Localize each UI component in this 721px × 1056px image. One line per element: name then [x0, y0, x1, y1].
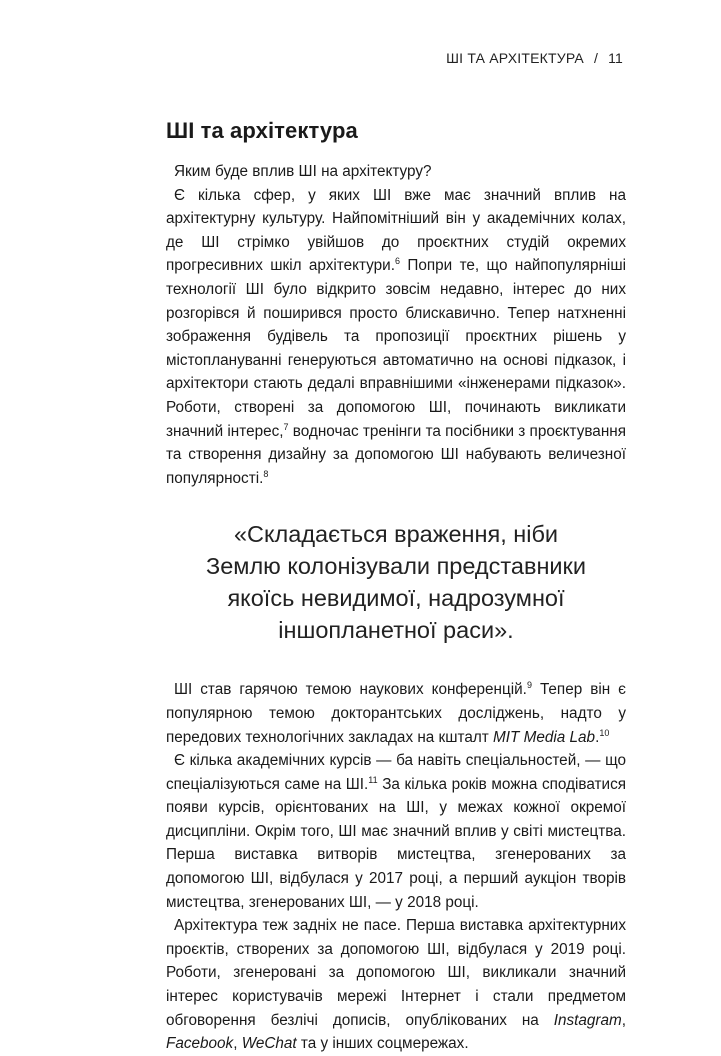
pull-quote-line: Землю колонізували представники	[206, 553, 586, 580]
text-run: Попри те, що найпопулярніші технології ШІ було відкрито зовсім недавно, інтерес до них розгорівся й поширився просто блискавично. Тепер натхненні зображення будівель та пропозиції проєктних рішень у містоплануванні генеруються автоматично на основі підказок, і архітектори стають дедалі вправнішими «інженерами підказок». Роботи, створені за допомогою ШІ, починають викликати значний інтерес,	[166, 257, 626, 440]
text-run: Тепер він є популярною темою докторантських досліджень, надто у передових технологічних закладах на кшталт	[166, 681, 626, 746]
footnote-ref: 10	[599, 727, 610, 738]
footnote-ref: 7	[283, 421, 289, 432]
text-run: та у інших соцмережах.	[296, 1035, 469, 1053]
text-run: ,	[233, 1035, 242, 1053]
text-run: .	[595, 728, 600, 746]
section-heading: ШІ та архітектура	[166, 118, 358, 143]
paragraph-p4	[166, 749, 626, 914]
italic-term: Facebook	[166, 1035, 234, 1053]
paragraph-p2	[166, 184, 626, 491]
page-number: 11	[608, 50, 623, 66]
pull-quote-line: якоїсь невидимої, надрозумної	[227, 585, 565, 612]
pull-quote	[166, 518, 626, 646]
text-run: ШІ став гарячою темою наукових конференцій.	[174, 681, 527, 699]
text-run: водночас тренінги та посібники з проєктування та створення дизайну за допомогою ШІ набувають величезної популярності.	[166, 422, 626, 487]
text-run: Архітектура теж задніх не пасе. Перша виставка архітектурних проєктів, створених за допомогою ШІ, відбулася у 2019 році. Роботи, згенеровані за допомогою ШІ, викликали значний інтерес користувачів мережі Інтернет і стали предметом обговорення безлічі дописів, опублікованих на	[166, 917, 626, 1029]
running-header-separator: /	[593, 50, 599, 66]
page-content	[166, 118, 626, 1056]
pull-quote-line: «Складається враження, ніби	[233, 521, 559, 548]
footnote-ref: 8	[263, 468, 269, 479]
text-run: Є кілька академічних курсів — ба навіть спеціальностей, — що спеціалізуються саме на ШІ.	[166, 752, 626, 793]
italic-term: Instagram	[553, 1011, 622, 1029]
pull-quote-line: іншопланетної раси».	[278, 617, 514, 644]
italic-term: MIT Media Lab	[493, 728, 596, 746]
paragraph-p3	[166, 678, 626, 749]
footnote-ref: 6	[394, 256, 400, 267]
text-run: Є кілька сфер, у яких ШІ вже має значний вплив на архітектурну культуру. Найпомітніший він у академічних колах, де ШІ стрімко увійшов до проєктних студій окремих прогресивних шкіл архітектури.	[166, 186, 626, 275]
body-text-bottom	[166, 678, 626, 1056]
text-run: За кілька років можна сподіватися появи курсів, орієнтованих на ШІ, у межах кожної окремої дисципліни. Окрім того, ШІ має значний вплив у світі мистецтва. Перша виставка витворів мистецтва, згенерованих за допомогою ШІ, відбулася у 2017 році, а перший аукціон творів мистецтва, згенерованих ШІ, — у 2018 році.	[166, 775, 627, 911]
running-header-title: ШІ ТА АРХІТЕКТУРА	[446, 50, 584, 66]
footnote-ref: 9	[526, 680, 532, 691]
running-header	[446, 50, 623, 66]
body-text-top	[166, 160, 626, 490]
text-run: ,	[621, 1011, 626, 1029]
paragraph-p1: Яким буде вплив ШІ на архітектуру?	[174, 163, 432, 180]
paragraph-p5	[166, 914, 626, 1056]
footnote-ref: 11	[368, 774, 378, 785]
italic-term: WeChat	[241, 1035, 297, 1053]
